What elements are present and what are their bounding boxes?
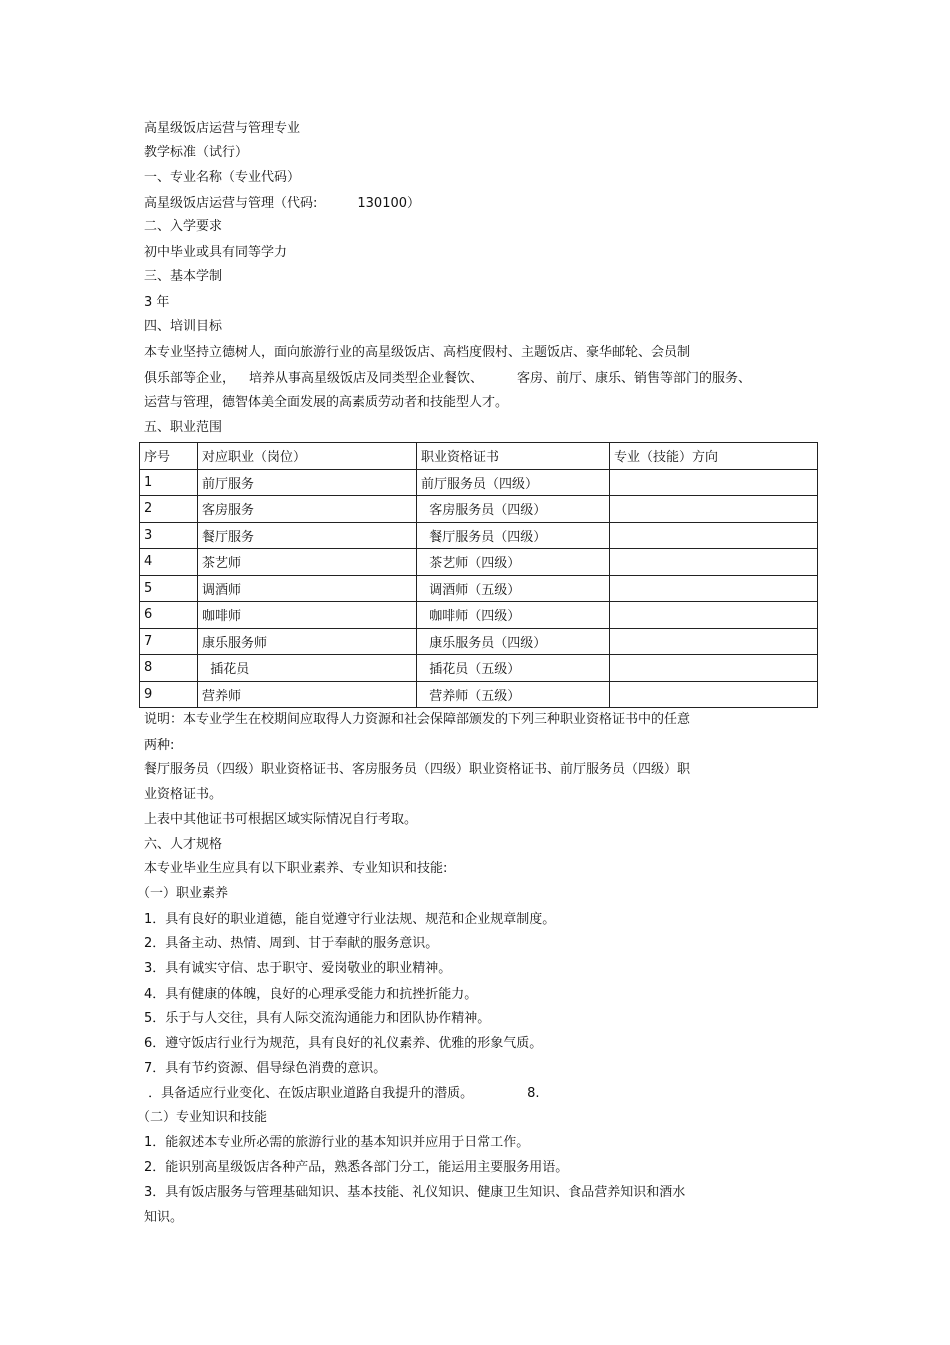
table-header-row — [140, 443, 818, 470]
text-span: 培养从事高星级饭店及同类型企业餐饮、 — [249, 371, 484, 386]
note-line-2: 两种: — [144, 738, 175, 753]
list-item: 5．乐于与人交往，具有人际交流沟通能力和团队协作精神。 — [144, 1011, 491, 1026]
note-line-1: 说明：本专业学生在校期间应取得人力资源和社会保障部颁发的下列三种职业资格证书中的任意 — [144, 712, 691, 727]
table-row — [140, 681, 818, 708]
list-item: 1．能叙述本专业所必需的旅游行业的基本知识并应用于日常工作。 — [144, 1135, 530, 1150]
list-item: 3．具有饭店服务与管理基础知识、基本技能、礼仪知识、健康卫生知识、食品营养知识和酒水 — [144, 1185, 686, 1200]
table-cell: 插花员（五级） — [417, 655, 610, 682]
table-header-cell: 序号 — [140, 443, 198, 470]
list-item-continuation: 知识。 — [144, 1210, 184, 1225]
table-cell: 插花员 — [198, 655, 417, 682]
section-1-heading: 一、专业名称（专业代码） — [144, 170, 301, 185]
list-item: 4．具有健康的体魄，良好的心理承受能力和抗挫折能力。 — [144, 987, 478, 1002]
doc-title: 高星级饭店运营与管理专业 — [144, 121, 301, 136]
table-cell: 客房服务 — [198, 496, 417, 523]
section-4-para-line-3: 运营与管理，德智体美全面发展的高素质劳动者和技能型人才。 — [144, 395, 509, 410]
table-cell — [610, 602, 818, 629]
table-row — [140, 496, 818, 523]
list-item: 6．遵守饭店行业行为规范，具有良好的礼仪素养、优雅的形象气质。 — [144, 1036, 543, 1051]
table-cell — [610, 549, 818, 576]
subsection-heading: （一）职业素养 — [137, 886, 229, 901]
section-3-text: 3 年 — [144, 295, 170, 310]
table-cell: 调酒师（五级） — [417, 575, 610, 602]
text-span: 客房、前厅、康乐、销售等部门的服务、 — [517, 371, 752, 386]
table-header-cell: 专业（技能）方向 — [610, 443, 818, 470]
table-header-cell: 职业资格证书 — [417, 443, 610, 470]
occupation-table — [139, 442, 818, 708]
table-cell: 3 — [140, 522, 198, 549]
table-cell — [610, 469, 818, 496]
table-cell: 前厅服务 — [198, 469, 417, 496]
table-cell: 营养师 — [198, 681, 417, 708]
list-item: 7．具有节约资源、倡导绿色消费的意识。 — [144, 1061, 387, 1076]
table-cell: 餐厅服务员（四级） — [417, 522, 610, 549]
section-4-para-line-1: 本专业坚持立德树人，面向旅游行业的高星级饭店、高档度假村、主题饭店、豪华邮轮、会员制 — [144, 345, 691, 360]
section-3-heading: 三、基本学制 — [144, 269, 223, 284]
table-cell: 1 — [140, 469, 198, 496]
list-item — [144, 1086, 540, 1102]
text-span: ．具备适应行业变化、在饭店职业道路自我提升的潜质。 — [144, 1086, 474, 1101]
table-cell — [610, 655, 818, 682]
doc-subtitle: 教学标准（试行） — [144, 145, 249, 160]
list-item: 3．具有诚实守信、忠于职守、爱岗敬业的职业精神。 — [144, 961, 452, 976]
table-row — [140, 575, 818, 602]
table-cell — [610, 575, 818, 602]
table-cell: 茶艺师 — [198, 549, 417, 576]
table-row — [140, 602, 818, 629]
list-item: 1．具有良好的职业道德，能自觉遵守行业法规、规范和企业规章制度。 — [144, 912, 556, 927]
table-cell: 茶艺师（四级） — [417, 549, 610, 576]
table-cell: 咖啡师 — [198, 602, 417, 629]
table-cell: 9 — [140, 681, 198, 708]
table-cell — [610, 628, 818, 655]
table-cell — [610, 681, 818, 708]
subsection-heading: （二）专业知识和技能 — [137, 1110, 268, 1125]
section-5-heading: 五、职业范围 — [144, 420, 223, 435]
table-cell: 6 — [140, 602, 198, 629]
text-span: 俱乐部等企业， — [144, 371, 236, 386]
table-cell: 调酒师 — [198, 575, 417, 602]
table-cell: 2 — [140, 496, 198, 523]
table-cell: 客房服务员（四级） — [417, 496, 610, 523]
table-row — [140, 469, 818, 496]
table-cell: 8 — [140, 655, 198, 682]
section-4-para-line-2 — [144, 371, 751, 387]
table-row — [140, 549, 818, 576]
section-6-intro: 本专业毕业生应具有以下职业素养、专业知识和技能: — [144, 861, 448, 876]
section-1-text — [144, 196, 420, 212]
list-item: 2．具备主动、热情、周到、甘于奉献的服务意识。 — [144, 936, 439, 951]
table-cell — [610, 522, 818, 549]
note-line-4: 业资格证书。 — [144, 787, 223, 802]
table-cell: 4 — [140, 549, 198, 576]
section-6-heading: 六、人才规格 — [144, 837, 223, 852]
major-code: 130100） — [357, 196, 421, 211]
note-line-3: 餐厅服务员（四级）职业资格证书、客房服务员（四级）职业资格证书、前厅服务员（四级）职 — [144, 762, 691, 777]
table-header-cell: 对应职业（岗位） — [198, 443, 417, 470]
list-item: 2．能识别高星级饭店各种产品，熟悉各部门分工，能运用主要服务用语。 — [144, 1160, 569, 1175]
section-4-heading: 四、培训目标 — [144, 319, 223, 334]
table-cell: 康乐服务师 — [198, 628, 417, 655]
table-row — [140, 655, 818, 682]
table-cell: 营养师（五级） — [417, 681, 610, 708]
table-cell — [610, 496, 818, 523]
table-cell: 咖啡师（四级） — [417, 602, 610, 629]
table-cell: 康乐服务员（四级） — [417, 628, 610, 655]
table-cell: 餐厅服务 — [198, 522, 417, 549]
major-name: 高星级饭店运营与管理（代码: — [144, 196, 318, 211]
table-row — [140, 522, 818, 549]
section-2-text: 初中毕业或具有同等学力 — [144, 245, 288, 260]
note-line-5: 上表中其他证书可根据区域实际情况自行考取。 — [144, 812, 418, 827]
section-2-heading: 二、入学要求 — [144, 219, 223, 234]
table-cell: 7 — [140, 628, 198, 655]
text-span: 8. — [527, 1086, 540, 1101]
table-row — [140, 628, 818, 655]
table-cell: 前厅服务员（四级） — [417, 469, 610, 496]
table-cell: 5 — [140, 575, 198, 602]
